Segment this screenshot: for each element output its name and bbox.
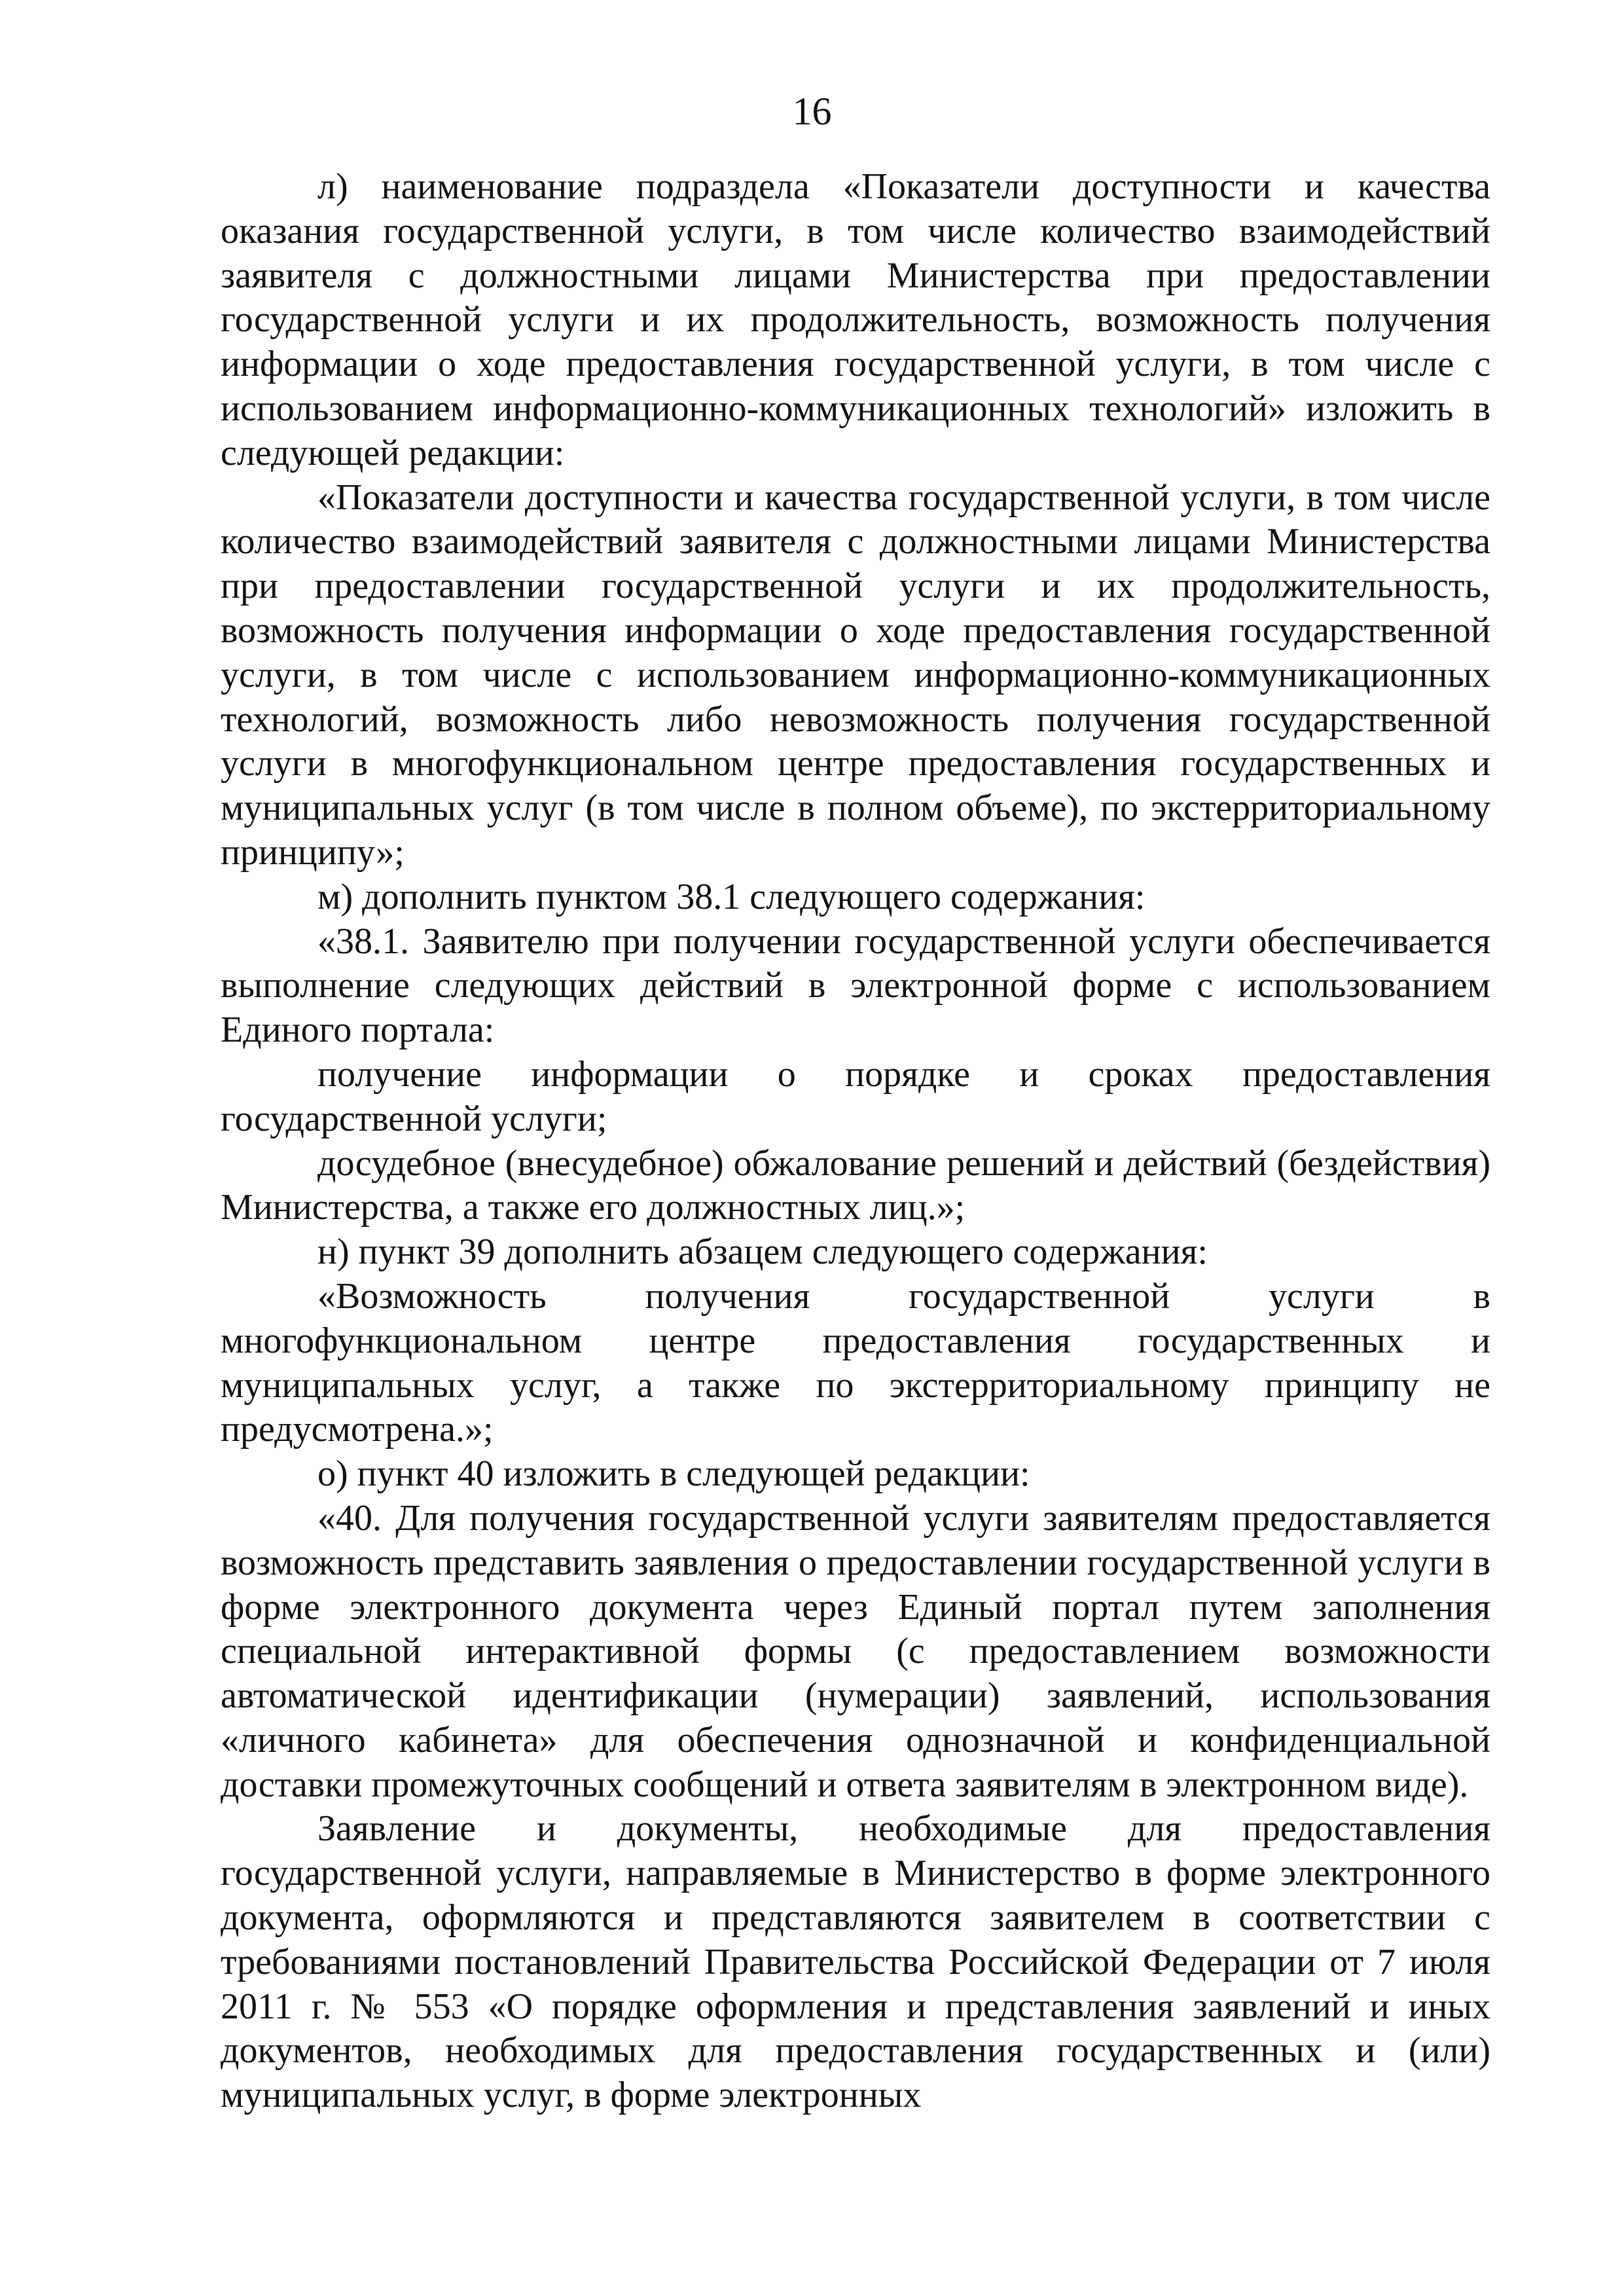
paragraph-l-quote: «Показатели доступности и качества государственной услуги, в том числе количество взаимодействий заявителя с должностными лицами Министерства при предоставлении государственной услуги и их продолжительность, возможность получения информации о ходе предоставления государственной услуги, в том числе с использованием информационно-коммуникационных технологий, возможность либо невозможность получения государственной услуги в многофункциональном центре предоставления государственных и муниципальных услуг (в том числе в полном объеме), по экстерриториальному принципу»; xyxy=(221,477,1490,873)
paragraph-m: м) дополнить пунктом 38.1 следующего содержания: xyxy=(317,876,1146,917)
paragraph-n: н) пункт 39 дополнить абзацем следующего содержания: xyxy=(317,1231,1208,1273)
paragraph-39-quote: «Возможность получения государственной услуги в многофункциональном центре предоставления государственных и муниципальных услуг, а также по экстерриториальному принципу не предусмотрена.»; xyxy=(221,1275,1490,1450)
paragraph-l: л) наименование подраздела «Показатели доступности и качества оказания государственной услуги, в том числе количество взаимодействий заявителя с должностными лицами Министерства при предоставлении государственной услуги и их продолжительность, возможность получения информации о ходе предоставления государственной услуги, в том числе с использованием информационно-коммуникационных технологий» изложить в следующей редакции: xyxy=(221,166,1490,473)
paragraph-38-1: «38.1. Заявителю при получении государственной услуги обеспечивается выполнение следующих действий в электронной форме с использованием Единого портала: xyxy=(221,920,1490,1051)
paragraph-40-statement: Заявление и документы, необходимые для предоставления государственной услуги, направляемые в Министерство в форме электронного документа, оформляются и представляются заявителем в соответствии с требованиями постановлений Правительства Российской Федерации от 7 июля 2011 г. № 553 «О порядке оформления и представления заявлений и иных документов, необходимых для предоставления государственных и (или) муниципальных услуг, в форме электронных xyxy=(221,1808,1490,2116)
paragraph-38-1-item-2: досудебное (внесудебное) обжалование решений и действий (бездействия) Министерства, а также его должностных лиц.»; xyxy=(221,1142,1490,1228)
document-body xyxy=(221,165,1490,2118)
paragraph-40: «40. Для получения государственной услуги заявителям предоставляется возможность представить заявления о предоставлении государственной услуги в форме электронного документа через Единый портал путем заполнения специальной интерактивной формы (с предоставлением возможности автоматической идентификации (нумерации) заявлений, использования «личного кабинета» для обеспечения однозначной и конфиденциальной доставки промежуточных сообщений и ответа заявителям в электронном виде). xyxy=(221,1497,1490,1805)
paragraph-o: о) пункт 40 изложить в следующей редакции: xyxy=(317,1453,1030,1495)
page-number: 16 xyxy=(792,90,832,133)
paragraph-38-1-item-1: получение информации о порядке и сроках предоставления государственной услуги; xyxy=(221,1053,1490,1139)
